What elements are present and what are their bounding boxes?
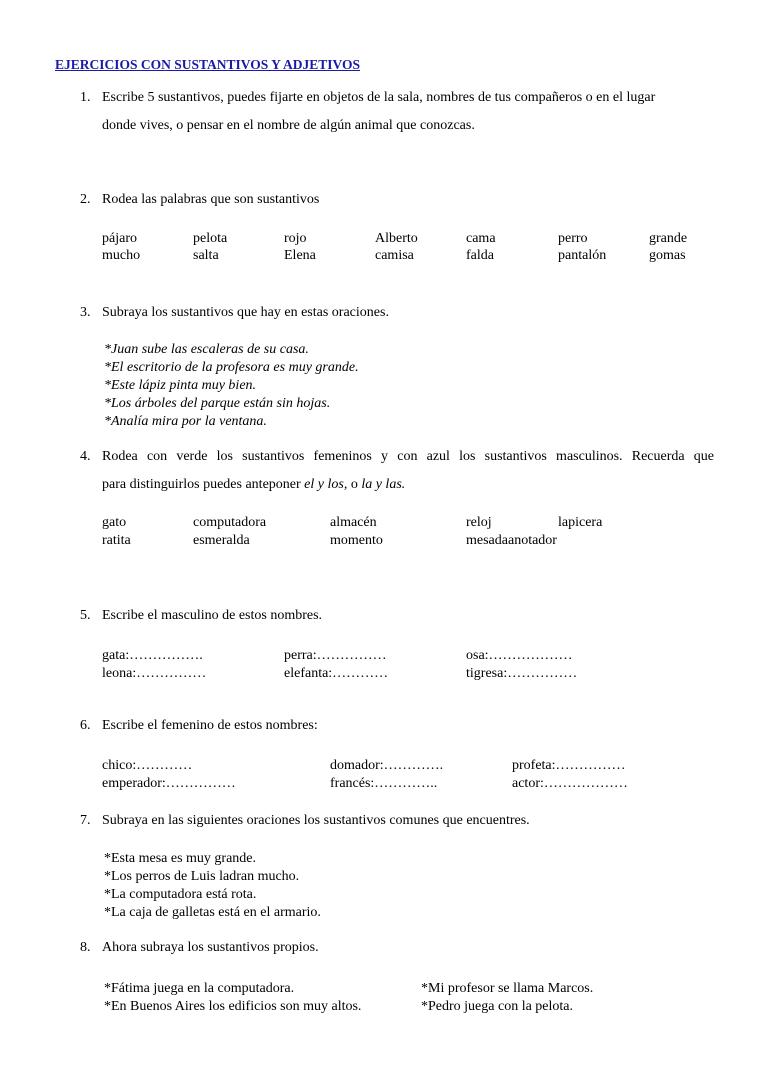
word-cell: salta: [193, 248, 219, 263]
fill-blank: osa:………………: [466, 648, 573, 663]
word-cell: cama: [466, 231, 496, 246]
exercise-1-number: 1.: [80, 90, 91, 105]
sentence: *El escritorio de la profesora es muy grande.: [104, 360, 359, 375]
exercise-2-number: 2.: [80, 192, 91, 207]
word-cell: Elena: [284, 248, 316, 263]
sentence: *Mi profesor se llama Marcos.: [421, 981, 594, 996]
sentence: *Los perros de Luis ladran mucho.: [104, 869, 300, 884]
line-text: o: [347, 477, 362, 492]
article-masculine: el y los,: [304, 477, 348, 492]
word-cell: Alberto: [375, 231, 418, 246]
exercise-5-number: 5.: [80, 608, 91, 623]
exercise-3-instruction: Subraya los sustantivos que hay en estas oraciones.: [102, 305, 389, 320]
word-cell: camisa: [375, 248, 414, 263]
fill-blank: gata:…………….: [102, 648, 203, 663]
exercise-7-instruction: Subraya en las siguientes oraciones los sustantivos comunes que encuentres.: [102, 813, 530, 828]
fill-blank: francés:…………..: [330, 776, 438, 791]
sentence: *La computadora está rota.: [104, 887, 257, 902]
word-cell: perro: [558, 231, 588, 246]
fill-blank: emperador:……………: [102, 776, 236, 791]
sentence: *Los árboles del parque están sin hojas.: [104, 396, 331, 411]
exercise-7-number: 7.: [80, 813, 91, 828]
word-cell: esmeralda: [193, 533, 250, 548]
fill-blank: actor:………………: [512, 776, 628, 791]
fill-blank: elefanta:…………: [284, 666, 389, 681]
exercise-6-number: 6.: [80, 718, 91, 733]
exercise-3-number: 3.: [80, 305, 91, 320]
exercise-1-line-2: donde vives, o pensar en el nombre de algún animal que conozcas.: [102, 118, 475, 133]
sentence: *Juan sube las escaleras de su casa.: [104, 342, 309, 357]
fill-blank: leona:……………: [102, 666, 207, 681]
page-title: EJERCICIOS CON SUSTANTIVOS Y ADJETIVOS: [55, 57, 361, 72]
exercise-8-instruction: Ahora subraya los sustantivos propios.: [102, 940, 319, 955]
word-cell: pájaro: [102, 231, 137, 246]
sentence: *Analía mira por la ventana.: [104, 414, 267, 429]
sentence: *La caja de galletas está en el armario.: [104, 905, 321, 920]
sentence: *Pedro juega con la pelota.: [421, 999, 574, 1014]
exercise-4-line-1: Rodea con verde los sustantivos femeninos y con azul los sustantivos masculinos. Recuerda que: [102, 449, 714, 464]
article-feminine: la y las.: [361, 477, 406, 492]
exercise-8-number: 8.: [80, 940, 91, 955]
word-cell: grande: [649, 231, 688, 246]
exercise-2-instruction: Rodea las palabras que son sustantivos: [102, 192, 320, 207]
word-cell: reloj: [466, 515, 492, 530]
sentence: *Esta mesa es muy grande.: [104, 851, 257, 866]
fill-blank: profeta:……………: [512, 758, 626, 773]
fill-blank: perra:……………: [284, 648, 387, 663]
exercise-1-line-1: Escribe 5 sustantivos, puedes fijarte en objetos de la sala, nombres de tus compañeros o en el lugar: [102, 90, 656, 105]
word-cell: gomas: [649, 248, 686, 263]
fill-blank: domador:………….: [330, 758, 444, 773]
word-cell: mucho: [102, 248, 141, 263]
word-cell: falda: [466, 248, 494, 263]
fill-blank: tigresa:……………: [466, 666, 578, 681]
word-cell: almacén: [330, 515, 377, 530]
word-cell: gato: [102, 515, 127, 530]
word-cell: rojo: [284, 231, 307, 246]
word-cell: mesadaanotador: [466, 533, 557, 548]
exercise-4-line-2: [102, 478, 405, 492]
word-cell: computadora: [193, 515, 267, 530]
word-cell: momento: [330, 533, 383, 548]
exercise-6-instruction: Escribe el femenino de estos nombres:: [102, 718, 318, 733]
line-text: para distinguirlos puedes anteponer: [102, 477, 305, 492]
fill-blank: chico:…………: [102, 758, 193, 773]
exercise-4-number: 4.: [80, 449, 91, 464]
word-cell: lapicera: [558, 515, 603, 530]
word-cell: ratita: [102, 533, 131, 548]
word-cell: pantalón: [558, 248, 607, 263]
sentence: *En Buenos Aires los edificios son muy altos.: [104, 999, 362, 1014]
exercise-5-instruction: Escribe el masculino de estos nombres.: [102, 608, 323, 623]
sentence: *Fátima juega en la computadora.: [104, 981, 295, 996]
sentence: *Este lápiz pinta muy bien.: [104, 378, 257, 393]
word-cell: pelota: [193, 231, 228, 246]
